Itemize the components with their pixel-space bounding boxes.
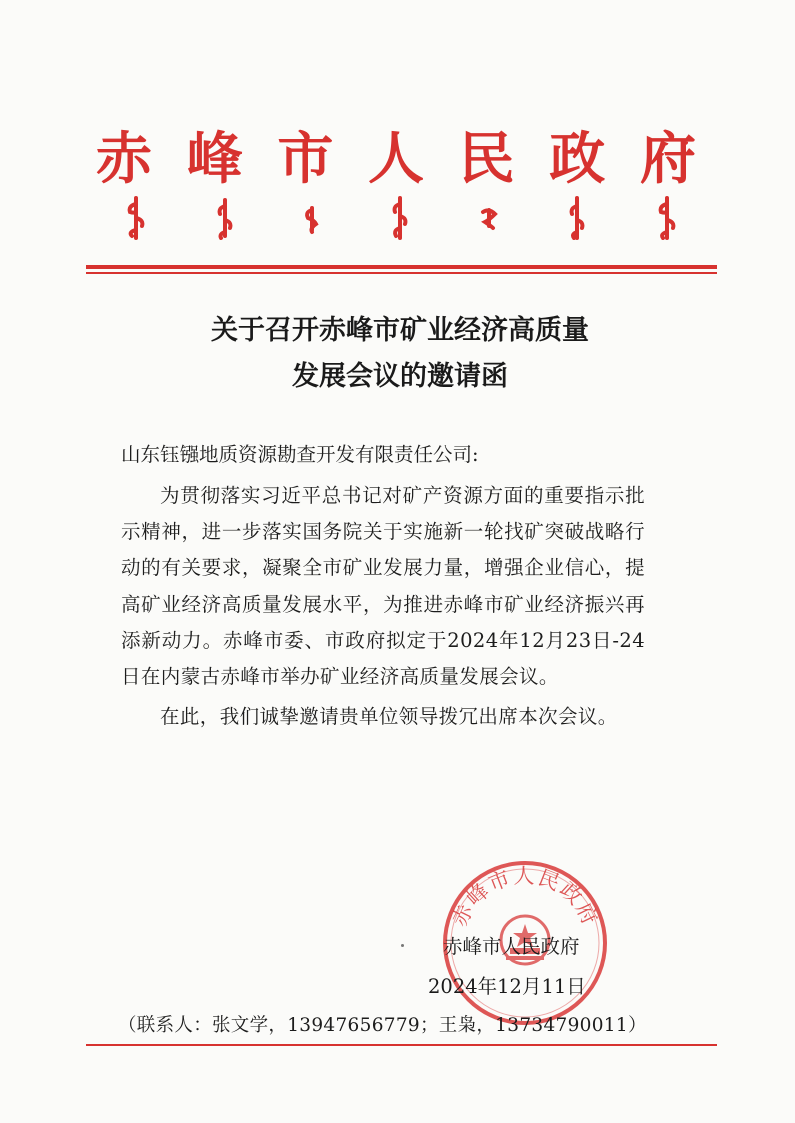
footer-divider <box>86 1044 717 1046</box>
invitation-paragraph: 在此，我们诚挚邀请贵单位领导拨冗出席本次会议。 <box>160 705 618 729</box>
masthead-char: 人 <box>367 126 424 192</box>
masthead-char: 峰 <box>186 126 243 192</box>
masthead-char: 市 <box>277 126 334 192</box>
mongolian-masthead <box>124 196 679 240</box>
mongolian-word-graphic <box>302 196 322 240</box>
header-divider-thin <box>86 272 717 274</box>
mongolian-word-graphic <box>655 196 679 240</box>
mongolian-word-graphic <box>124 196 148 240</box>
masthead-char: 民 <box>458 126 515 192</box>
masthead-char: 府 <box>639 126 696 192</box>
body-paragraph: 为贯彻落实习近平总书记对矿产资源方面的重要指示批示精神，进一步落实国务院关于实施新一轮找矿突破战略行动的有关要求，凝聚全市矿业发展力量，增强企业信心，提高矿业经济高质量发展水平，为推进赤峰市矿业经济振兴再添新动力。赤峰市委、市政府拟定于2024年12月23日-24日在内蒙古赤峰市举办矿业经济高质量发展会议。 <box>121 484 645 689</box>
title-line-1: 关于召开赤峰市矿业经济高质量 <box>211 315 589 346</box>
masthead-char: 政 <box>549 126 606 192</box>
addressee: 山东钰镪地质资源勘查开发有限责任公司: <box>121 443 479 466</box>
issuer-signature: 赤峰市人民政府 <box>443 935 580 958</box>
issue-date: 2024年12月11日 <box>428 975 586 998</box>
title-line-2: 发展会议的邀请函 <box>292 361 508 392</box>
contact-line: （联系人：张文学，13947656779；王枭，13734790011） <box>118 1015 647 1036</box>
seal-text: 赤峰市人民政府 <box>447 863 603 931</box>
government-masthead <box>96 126 696 192</box>
mongolian-word-graphic <box>215 196 235 240</box>
scan-speck <box>401 944 404 947</box>
svg-text:赤峰市人民政府 <box>447 864 603 930</box>
mongolian-word-graphic <box>479 196 499 240</box>
masthead-char: 赤 <box>96 126 152 192</box>
mongolian-word-graphic <box>566 196 588 240</box>
header-divider-thick <box>86 265 717 269</box>
document-title <box>100 308 700 400</box>
letter-body <box>121 478 645 735</box>
mongolian-word-graphic <box>389 196 411 240</box>
